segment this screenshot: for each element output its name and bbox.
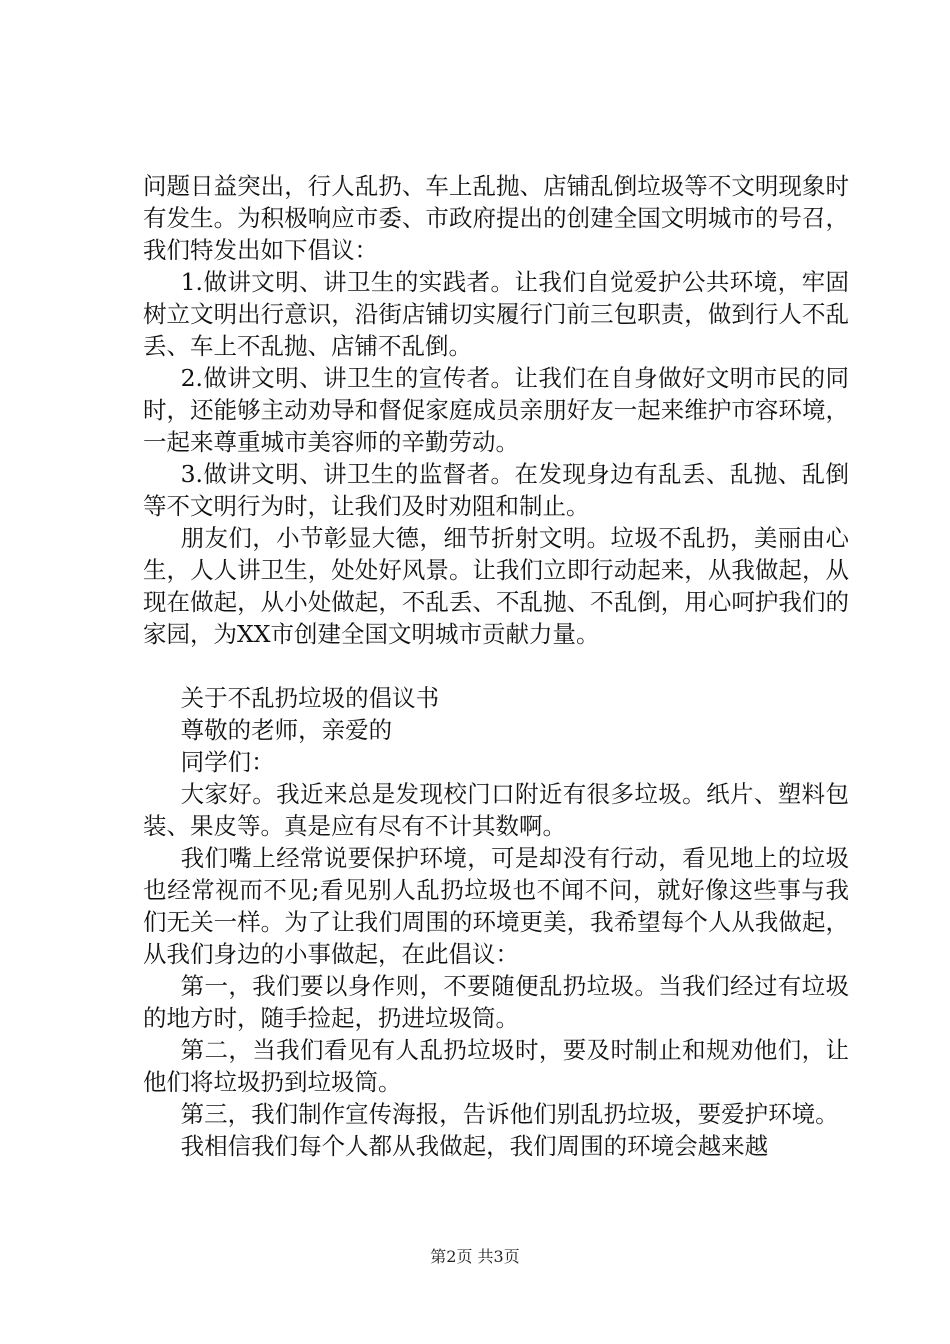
page-number-footer: 第2页 共3页	[430, 1247, 520, 1266]
proposal-item-3: 3.做讲文明、讲卫生的监督者。在发现身边有乱丢、乱抛、乱倒等不文明行为时，让我们及时劝阻和制止。	[143, 460, 849, 520]
body-paragraph: 我们嘴上经常说要保护环境，可是却没有行动，看见地上的垃圾也经常视而不见;看见别人乱扔垃圾也不闻不问，就好像这些事与我们无关一样。为了让我们周围的环境更美，我希望每个人从我做起，从我们身边的小事做起，在此倡议：	[143, 844, 849, 968]
section-title: 关于不乱扔垃圾的倡议书	[180, 684, 440, 712]
body-paragraph: 大家好。我近来总是发现校门口附近有很多垃圾。纸片、塑料包装、果皮等。真是应有尽有不计其数啊。	[143, 780, 849, 840]
proposal-second: 第二，当我们看见有人乱扔垃圾时，要及时制止和规劝他们，让他们将垃圾扔到垃圾筒。	[143, 1036, 849, 1096]
section-gap	[143, 650, 849, 682]
proposal-first: 第一，我们要以身作则，不要随便乱扔垃圾。当我们经过有垃圾的地方时，随手捡起，扔进垃圾筒。	[143, 972, 849, 1032]
salutation-line-1: 尊敬的老师，亲爱的	[180, 716, 393, 744]
proposal-item-1: 1.做讲文明、讲卫生的实践者。让我们自觉爱护公共环境，牢固树立文明出行意识，沿街店铺切实履行门前三包职责，做到行人不乱丢、车上不乱抛、店铺不乱倒。	[143, 268, 849, 360]
document-body	[143, 170, 849, 1162]
closing-paragraph: 朋友们，小节彰显大德，细节折射文明。垃圾不乱扔，美丽由心生，人人讲卫生，处处好风景。让我们立即行动起来，从我做起，从现在做起，从小处做起，不乱丢、不乱抛、不乱倒，用心呵护我们的家园，为XX市创建全国文明城市贡献力量。	[143, 524, 849, 648]
salutation-line-2: 同学们：	[180, 748, 275, 776]
proposal-third: 第三，我们制作宣传海报，告诉他们别乱扔垃圾，要爱护环境。	[180, 1100, 839, 1128]
paragraph-continuation: 问题日益突出，行人乱扔、车上乱抛、店铺乱倒垃圾等不文明现象时有发生。为积极响应市委、市政府提出的创建全国文明城市的号召，我们特发出如下倡议：	[143, 172, 849, 264]
body-paragraph-last: 我相信我们每个人都从我做起，我们周围的环境会越来越	[180, 1132, 769, 1160]
proposal-item-2: 2.做讲文明、讲卫生的宣传者。让我们在自身做好文明市民的同时，还能够主动劝导和督促家庭成员亲朋好友一起来维护市容环境，一起来尊重城市美容师的辛勤劳动。	[143, 364, 849, 456]
